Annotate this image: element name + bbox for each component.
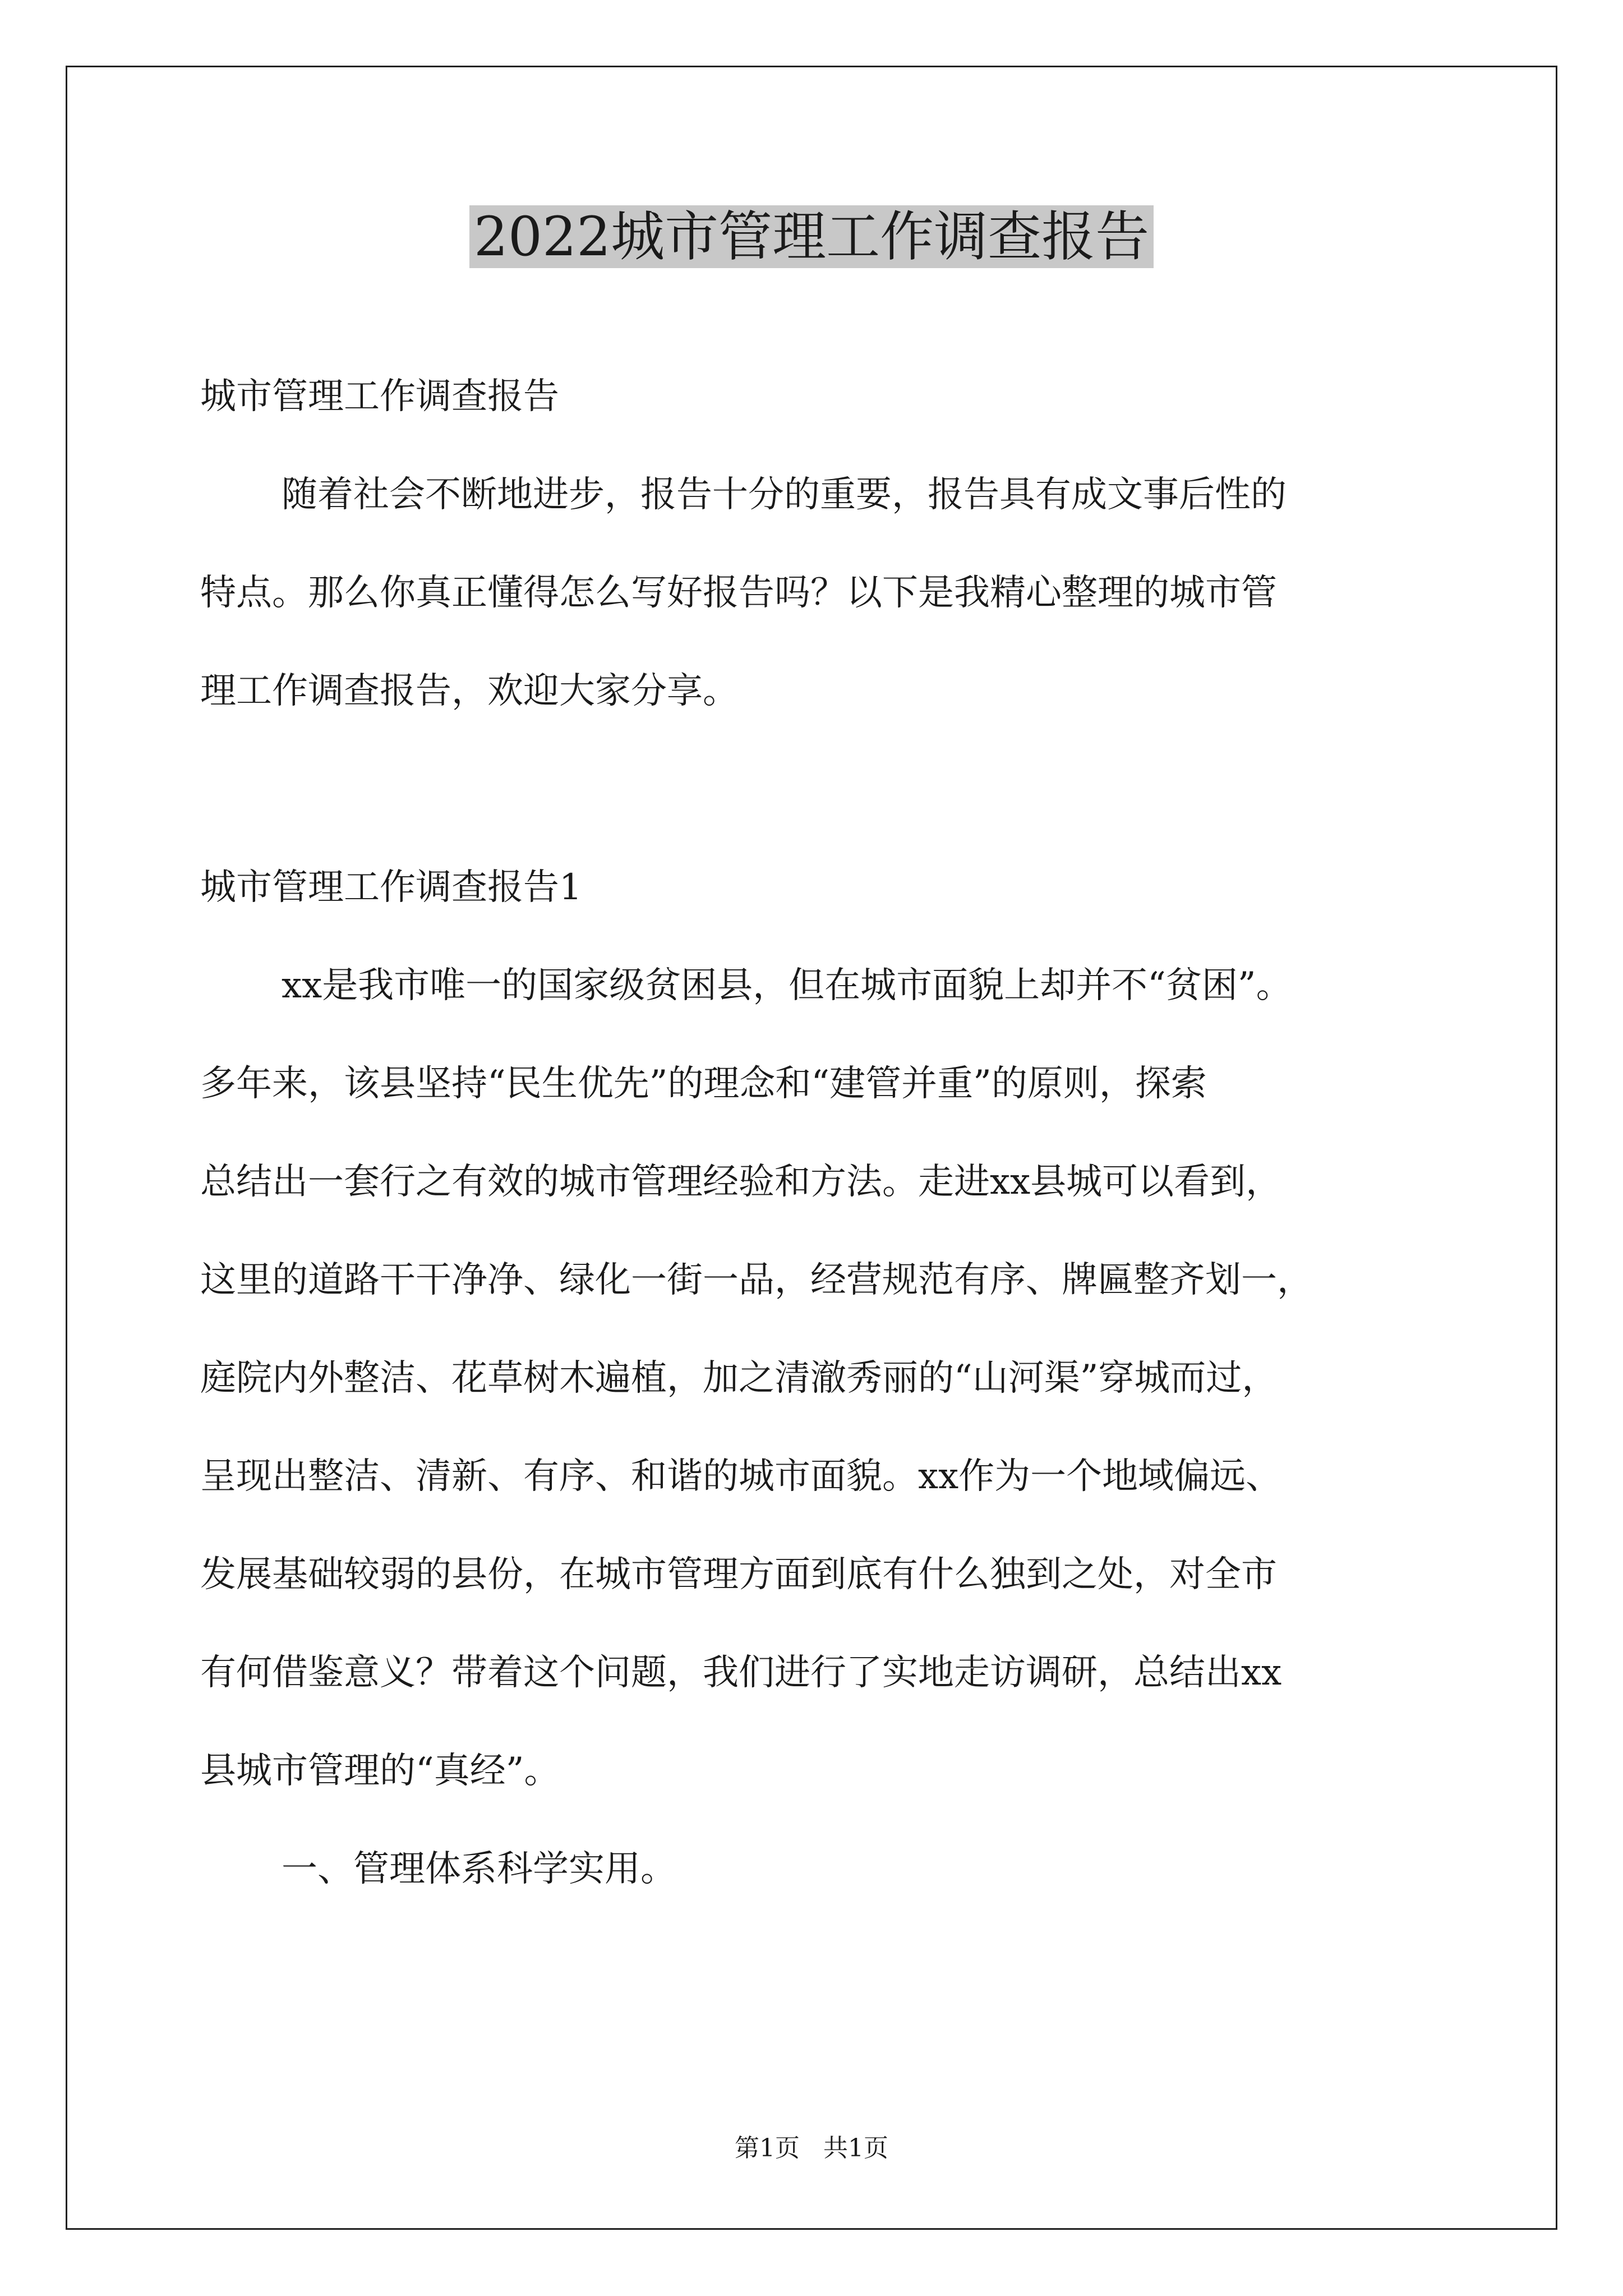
document-title — [0, 197, 1623, 276]
body-line: 呈现出整洁、清新、有序、和谐的城市面貌。xx作为一个地域偏远、 — [200, 1456, 1282, 1497]
body-line: 庭院内外整洁、花草树木遍植，加之清澈秀丽的“山河渠”穿城而过， — [200, 1358, 1278, 1399]
body-line: 多年来，该县坚持“民生优先”的理念和“建管并重”的原则，探索 — [200, 1063, 1207, 1105]
page-footer — [0, 2132, 1623, 2165]
body-line: 有何借鉴意义？带着这个问题，我们进行了实地走访调研，总结出xx — [200, 1652, 1282, 1694]
document-subtitle: 城市管理工作调查报告 — [200, 376, 559, 417]
heading-one: 一、管理体系科学实用。 — [282, 1848, 676, 1890]
paragraph-gap — [200, 740, 1428, 839]
body-line: 这里的道路干干净净、绿化一街一品，经营规范有序、牌匾整齐划一， — [200, 1259, 1313, 1301]
body-line: 县城市管理的“真经”。 — [200, 1750, 560, 1792]
intro-line: 特点。那么你真正懂得怎么写好报告吗？以下是我精心整理的城市管 — [200, 572, 1277, 614]
intro-line: 随着社会不断地进步，报告十分的重要，报告具有成文事后性的 — [282, 474, 1287, 516]
page-number-label: 第1页 共1页 — [735, 2134, 888, 2162]
body-line: xx是我市唯一的国家级贫困县，但在城市面貌上却并不“贫困”。 — [282, 965, 1292, 1006]
document-title-text: 2022城市管理工作调查报告 — [469, 205, 1154, 268]
section-title: 城市管理工作调查报告1 — [200, 867, 582, 908]
intro-line: 理工作调查报告，欢迎大家分享。 — [200, 670, 739, 712]
document-body — [200, 348, 1428, 1918]
body-line: 总结出一套行之有效的城市管理经验和方法。走进xx县城可以看到， — [200, 1161, 1282, 1203]
body-line: 发展基础较弱的县份，在城市管理方面到底有什么独到之处，对全市 — [200, 1554, 1277, 1595]
